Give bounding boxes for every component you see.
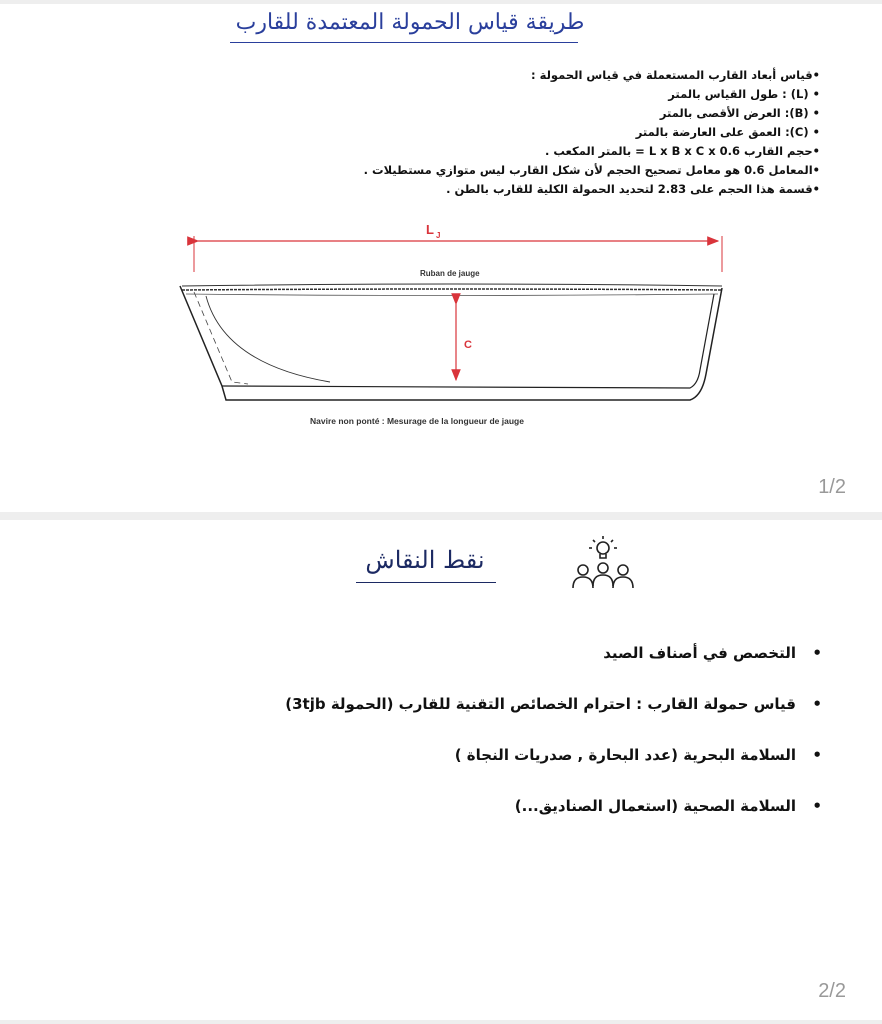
hull-outline bbox=[180, 286, 722, 400]
team-idea-icon bbox=[568, 536, 638, 596]
list-item: • السلامة الصحية (استعمال الصناديق...) bbox=[262, 797, 822, 848]
depth-label: C bbox=[464, 339, 472, 351]
text-line: •المعامل 0.6 هو معامل تصحيح الحجم لأن شكل القارب ليس متوازي مستطيلات . bbox=[363, 163, 820, 177]
list-item: • قياس حمولة القارب : احترام الخصائص التقنية للقارب (الحمولة 3tjb) bbox=[262, 695, 822, 746]
boat-diagram bbox=[0, 4, 882, 512]
text-line: • (L) : طول القياس بالمتر bbox=[668, 87, 820, 101]
text-line: • (C): العمق على العارضة بالمتر bbox=[635, 125, 820, 139]
page-number: 1/2 bbox=[818, 476, 846, 498]
slide-1-title: طريقة قياس الحمولة المعتمدة للقارب bbox=[235, 10, 585, 35]
page-number: 2/2 bbox=[818, 980, 846, 1002]
text-line: • (B): العرض الأقصى بالمتر bbox=[659, 106, 820, 120]
length-subscript: J bbox=[436, 231, 441, 240]
title-underline bbox=[356, 582, 496, 583]
list-item: • التخصص في أصناف الصيد bbox=[262, 644, 822, 695]
slide-2-title: نقط النقاش bbox=[365, 546, 485, 574]
slide-1 bbox=[0, 4, 882, 512]
length-label: L bbox=[426, 222, 434, 237]
discussion-list bbox=[262, 644, 822, 848]
list-item: • السلامة البحرية (عدد البحارة , صدريات النجاة ) bbox=[262, 746, 822, 797]
slide-2 bbox=[0, 520, 882, 1020]
diagram-caption: Navire non ponté : Mesurage de la longueur de jauge bbox=[310, 416, 524, 426]
text-line: •قسمة هذا الحجم على 2.83 لتحديد الحمولة الكلية للقارب بالطن . bbox=[446, 182, 820, 196]
text-line: •حجم القارب L x B x C x 0.6 = بالمتر المكعب . bbox=[544, 144, 820, 158]
tape-label: Ruban de jauge bbox=[420, 269, 480, 278]
text-line: •قياس أبعاد القارب المستعملة في قياس الحمولة : bbox=[531, 68, 820, 82]
